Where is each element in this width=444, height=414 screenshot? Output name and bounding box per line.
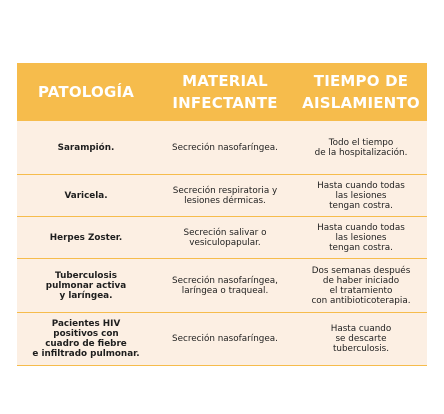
- cell-tiempo: Todo el tiempo de la hospitalización.: [295, 121, 427, 175]
- isolation-table-container: [17, 63, 427, 366]
- cell-tiempo: Dos semanas después de haber iniciado el tratamiento con antibioticoterapia.: [295, 259, 427, 313]
- cell-patologia: Tuberculosis pulmonar activa y laríngea.: [17, 259, 155, 313]
- cell-patologia: Herpes Zoster.: [17, 217, 155, 259]
- cell-material: Secreción respiratoria y lesiones dérmicas.: [155, 175, 295, 217]
- header-row: [17, 63, 427, 121]
- cell-material: Secreción salivar o vesiculopapular.: [155, 217, 295, 259]
- table-row: [17, 121, 427, 175]
- table-body: [17, 121, 427, 366]
- header-patologia: PATOLOGÍA: [17, 63, 155, 121]
- cell-material: Secreción nasofaríngea, laríngea o traqueal.: [155, 259, 295, 313]
- table-row: [17, 313, 427, 366]
- cell-tiempo: Hasta cuando todas las lesiones tengan costra.: [295, 217, 427, 259]
- isolation-table: [17, 63, 427, 366]
- cell-material: Secreción nasofaríngea.: [155, 313, 295, 366]
- cell-patologia: Pacientes HIV positivos con cuadro de fiebre e infiltrado pulmonar.: [17, 313, 155, 366]
- cell-patologia: Sarampión.: [17, 121, 155, 175]
- table-row: [17, 175, 427, 217]
- cell-patologia: Varicela.: [17, 175, 155, 217]
- header-tiempo-aislamiento: TIEMPO DE AISLAMIENTO: [295, 63, 427, 121]
- cell-tiempo: Hasta cuando todas las lesiones tengan costra.: [295, 175, 427, 217]
- cell-material: Secreción nasofaríngea.: [155, 121, 295, 175]
- header-material-infectante: MATERIAL INFECTANTE: [155, 63, 295, 121]
- table-row: [17, 217, 427, 259]
- table-row: [17, 259, 427, 313]
- table-header: [17, 63, 427, 121]
- cell-tiempo: Hasta cuando se descarte tuberculosis.: [295, 313, 427, 366]
